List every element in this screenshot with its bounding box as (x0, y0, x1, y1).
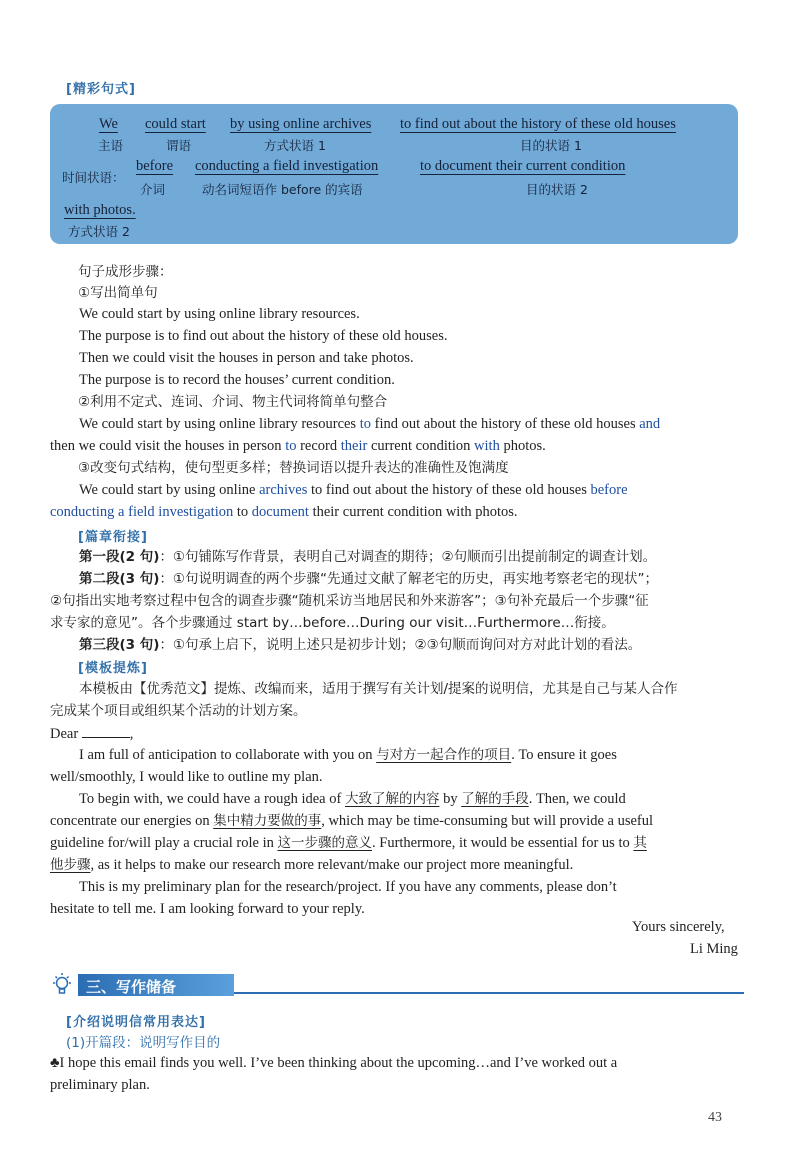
cohesion-paragraph-2-end: 求专家的意见”。各个步骤通过 start by…before…During our visit…Furthermore…衔接。 (50, 615, 615, 631)
label-gerund: 动名词短语作 before 的宾语 (202, 182, 363, 197)
box-conducting: conducting a field investigation (195, 158, 379, 174)
steps-title: 句子成形步骤： (78, 264, 173, 280)
club-icon: ♣ (50, 1055, 60, 1071)
page-number: 43 (708, 1110, 722, 1125)
label-manner-2: 方式状语 2 (68, 224, 130, 239)
label-predicate: 谓语 (166, 138, 192, 153)
cohesion-paragraph-2: 第二段(3 句)：①句说明调查的两个步骤“先通过文献了解老宅的历史，再实地考察老宅的现状”； (79, 571, 659, 587)
closing: Yours sincerely, (632, 919, 725, 935)
section-heading-template: [模板提炼] (78, 661, 148, 676)
box-manner-2: with photos. (64, 202, 136, 218)
simple-sentence-4: The purpose is to record the houses’ current condition. (79, 372, 395, 388)
letter-p3-line-1: This is my preliminary plan for the research/project. If you have any comments, please don’t (79, 879, 617, 895)
name-blank (82, 723, 130, 738)
label-subject: 主语 (98, 138, 124, 153)
box-predicate: could start (145, 116, 206, 132)
step-1-heading: ①写出简单句 (78, 285, 158, 301)
merged-sentence-line-2: then we could visit the houses in person to record their current condition with photos. (50, 438, 546, 454)
step-2-heading: ②利用不定式、连词、介词、物主代词将简单句整合 (78, 394, 388, 410)
cohesion-paragraph-3: 第三段(3 句)：①句承上启下，说明上述只是初步计划；②③句顺而询问对方对此计划的看法。 (79, 637, 642, 653)
simple-sentence-3: Then we could visit the houses in person and take photos. (79, 350, 414, 366)
simple-sentence-2: The purpose is to find out about the history of these old houses. (79, 328, 448, 344)
cohesion-paragraph-1: 第一段(2 句)：①句铺陈写作背景，表明自己对调查的期待；②句顺而引出提前制定的调查计划。 (79, 549, 657, 565)
label-purpose-2: 目的状语 2 (526, 182, 588, 197)
expression-line-2: preliminary plan. (50, 1077, 150, 1093)
letter-p1-line-1: I am full of anticipation to collaborate with you on 与对方一起合作的项目. To ensure it goes (79, 747, 617, 763)
box-before: before (136, 158, 174, 174)
simple-sentence-1: We could start by using online library resources. (79, 306, 360, 322)
label-manner-1: 方式状语 1 (264, 138, 326, 153)
improved-sentence-line-2: conducting a field investigation to document their current condition with photos. (50, 504, 518, 520)
template-intro-line-1: 本模板由【优秀范文】提炼、改编而来，适用于撰写有关计划/提案的说明信，尤其是自己与某人合作 (79, 681, 678, 697)
letter-p2-line-3: guideline for/will play a crucial role in 这一步骤的意义. Furthermore, it would be essential for us to 其 (50, 835, 647, 851)
letter-p2-line-1: To begin with, we could have a rough idea of 大致了解的内容 by 了解的手段. Then, we could (79, 791, 626, 807)
template-intro-line-2: 完成某个项目或组织某个活动的计划方案。 (50, 703, 307, 719)
improved-sentence-line-1: We could start by using online archives to find out about the history of these old houses before (79, 482, 628, 498)
letter-p3-line-2: hesitate to tell me. I am looking forward to your reply. (50, 901, 365, 917)
step-3-heading: ③改变句式结构，使句型更多样；替换词语以提升表达的准确性及饱满度 (78, 460, 509, 476)
writing-reserve-banner (50, 970, 744, 998)
letter-p2-line-4: 他步骤, as it helps to make our research more relevant/make our project more meaningful. (50, 857, 574, 873)
label-preposition: 介词 (140, 182, 166, 197)
letter-p2-line-2: concentrate our energies on 集中精力要做的事, which may be time-consuming but will provide a useful (50, 813, 654, 829)
expression-line-1: ♣I hope this email finds you well. I’ve been thinking about the upcoming…and I’ve worked out a (50, 1055, 618, 1071)
salutation: Dear , (50, 723, 744, 744)
box-manner-1: by using online archives (230, 116, 372, 132)
banner-title: 三、写作储备 (86, 978, 177, 996)
section-heading-sentence: [精彩句式] (66, 82, 136, 97)
lightbulb-icon (50, 971, 74, 997)
signature-name: Li Ming (690, 941, 738, 957)
subheading-opening: (1)开篇段：说明写作目的 (66, 1035, 221, 1051)
cohesion-paragraph-2-cont: ②句指出实地考察过程中包含的调查步骤“随机采访当地居民和外来游客”；③句补充最后一个步骤“征 (50, 593, 649, 609)
section-heading-expressions: [介绍说明信常用表达] (66, 1015, 206, 1030)
box-purpose-2: to document their current condition (420, 158, 626, 174)
sentence-analysis-box (50, 104, 738, 244)
box-purpose-1: to find out about the history of these old houses (400, 116, 676, 132)
label-time-adverbial: 时间状语： (62, 170, 125, 185)
merged-sentence-line-1: We could start by using online library resources to find out about the history of these old houses and (79, 416, 661, 432)
label-purpose-1: 目的状语 1 (520, 138, 582, 153)
section-heading-cohesion: [篇章衔接] (78, 530, 148, 545)
box-subject: We (99, 116, 118, 132)
letter-p1-line-2: well/smoothly, I would like to outline my plan. (50, 769, 323, 785)
